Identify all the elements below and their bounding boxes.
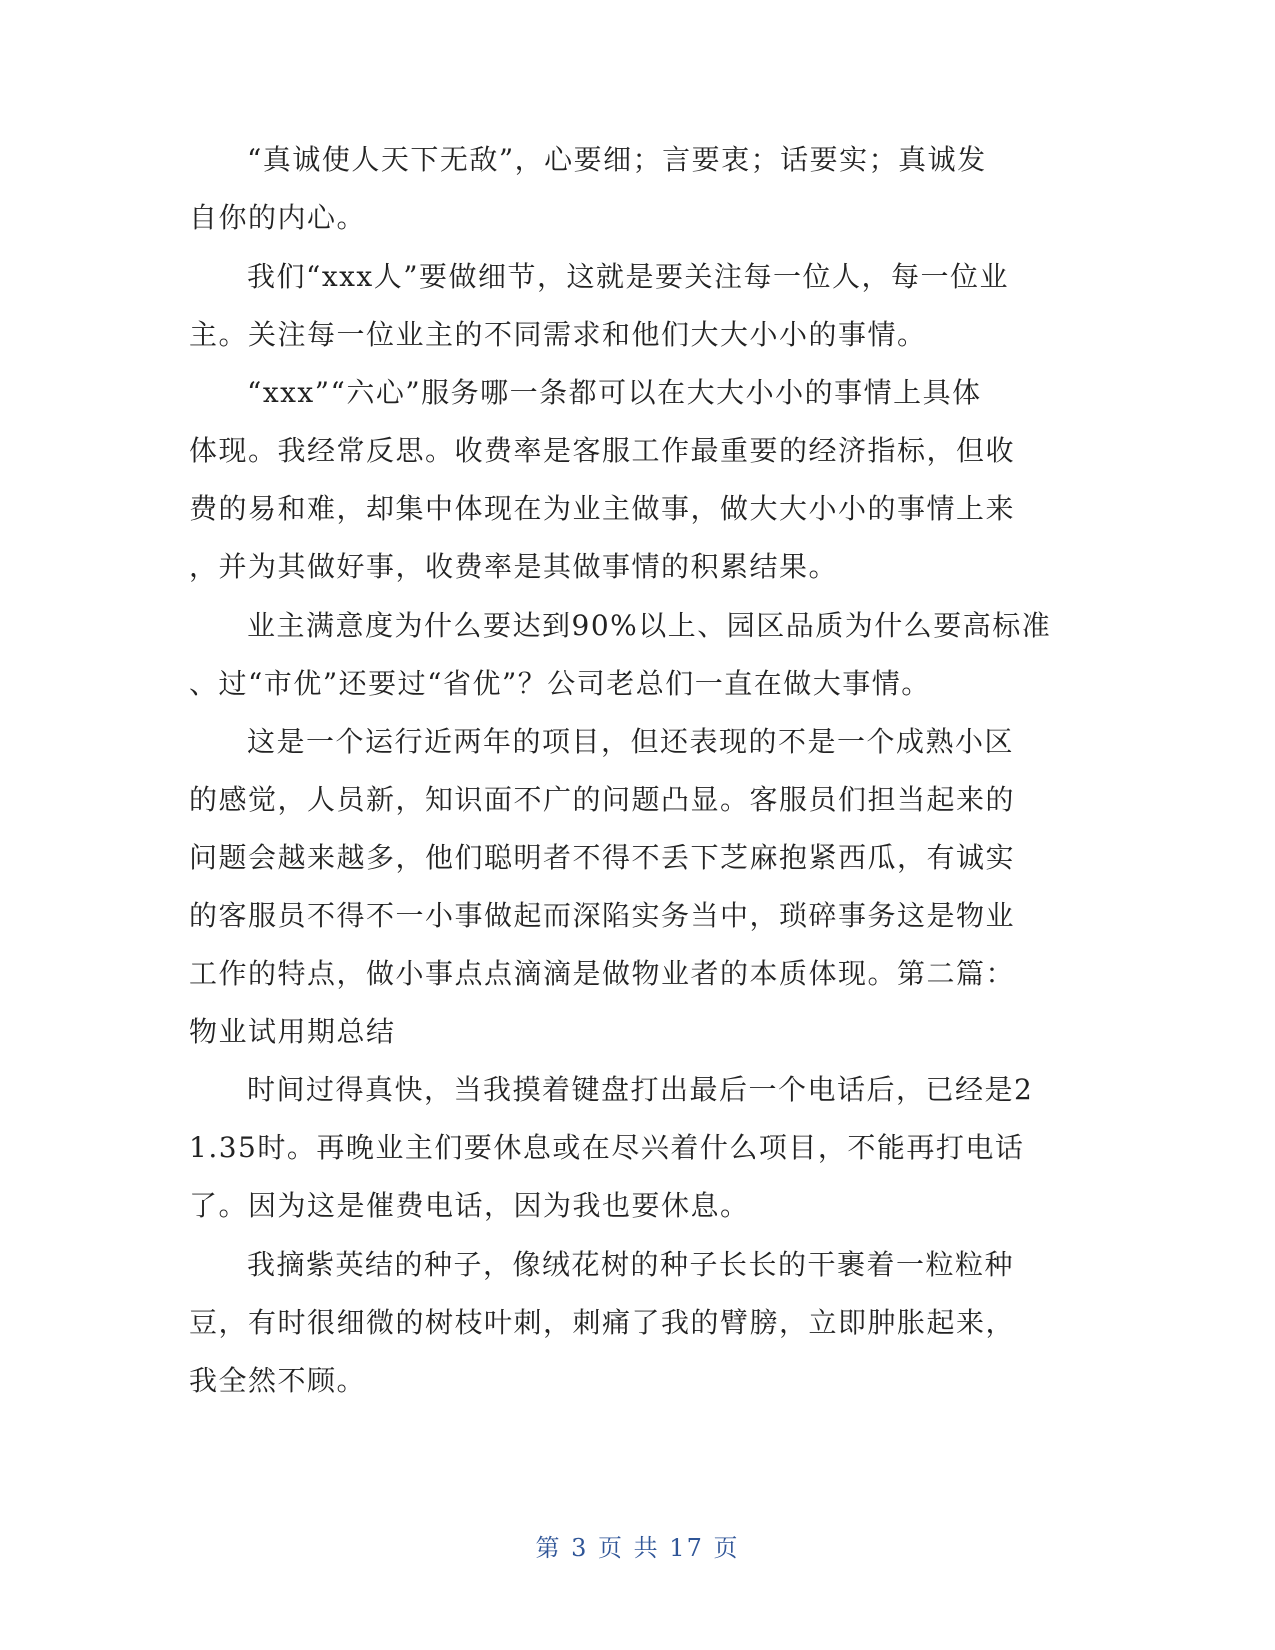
text-line: 这是一个运行近两年的项目，但还表现的不是一个成熟小区 [247, 725, 1015, 758]
text-line: 自你的内心。 [189, 201, 367, 234]
text-line: 业主满意度为什么要达到90%以上、园区品质为什么要高标准 [247, 609, 1052, 642]
text-line: 问题会越来越多，他们聪明者不得不丢下芝麻抱紧西瓜，有诚实 [189, 841, 1016, 874]
page-number-footer: 第 3 页 共 17 页 [535, 1534, 740, 1562]
text-line: 、过“市优”还要过“省优”？公司老总们一直在做大事情。 [189, 667, 931, 700]
text-line: “xxx”“六心”服务哪一条都可以在大大小小的事情上具体 [247, 376, 982, 409]
text-line: 主。关注每一位业主的不同需求和他们大大小小的事情。 [189, 318, 927, 351]
text-line: “真诚使人天下无敌”，心要细；言要衷；话要实；真诚发 [247, 143, 987, 176]
text-line: 工作的特点，做小事点点滴滴是做物业者的本质体现。第二篇： [189, 957, 1016, 990]
text-line: 时间过得真快，当我摸着键盘打出最后一个电话后，已经是2 [247, 1073, 1034, 1106]
text-line: 费的易和难，却集中体现在为业主做事，做大大小小的事情上来 [189, 492, 1016, 525]
text-line: 的感觉，人员新，知识面不广的问题凸显。客服员们担当起来的 [189, 783, 1016, 816]
text-line: 豆，有时很细微的树枝叶刺，刺痛了我的臂膀，立即肿胀起来， [189, 1306, 1016, 1339]
text-line: 物业试用期总结 [189, 1015, 396, 1048]
text-line: 我摘紫英结的种子，像绒花树的种子长长的干裹着一粒粒种 [247, 1248, 1015, 1281]
text-line: 体现。我经常反思。收费率是客服工作最重要的经济指标，但收 [189, 434, 1016, 467]
text-line: 我们“xxx人”要做细节，这就是要关注每一位人，每一位业 [247, 260, 1010, 293]
text-line: 了。因为这是催费电话，因为我也要休息。 [189, 1189, 750, 1222]
text-line: 的客服员不得不一小事做起而深陷实务当中，琐碎事务这是物业 [189, 899, 1016, 932]
text-line: 我全然不顾。 [189, 1364, 367, 1397]
text-line: ，并为其做好事，收费率是其做事情的积累结果。 [189, 550, 839, 583]
text-line: 1.35时。再晚业主们要休息或在尽兴着什么项目，不能再打电话 [189, 1131, 1025, 1164]
